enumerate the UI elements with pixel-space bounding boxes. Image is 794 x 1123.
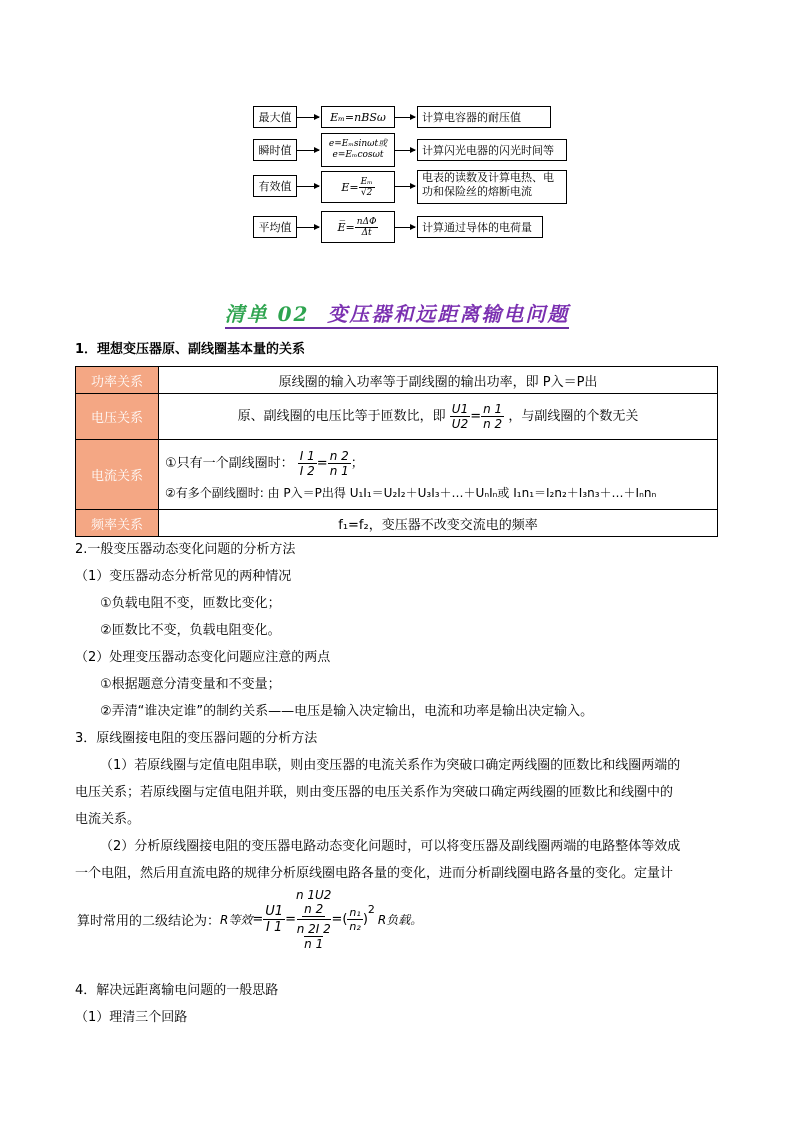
fraction-denominator: √2 (360, 187, 373, 198)
row-key: 电流关系 (76, 440, 159, 510)
ratio-fraction (263, 904, 285, 935)
row-key: 功率关系 (76, 367, 159, 394)
turns-fraction (328, 449, 351, 478)
current-line-1 (165, 449, 711, 478)
max-value-label: 最大值 (253, 106, 297, 128)
fraction-denominator: U2 (451, 417, 469, 431)
turns-ratio-fraction (347, 906, 362, 933)
section2-sub2-b: ②弄清“谁决定谁”的制约关系——电压是输入决定输出，电流和功率是输出决定输入。 (100, 704, 594, 719)
fraction-denominator: n 1 (329, 463, 349, 478)
arrow (297, 117, 319, 118)
fraction-part: n 1U2 (295, 888, 332, 902)
section2-sub1-b: ②匝数比不变，负载电阻变化。 (100, 623, 281, 638)
table-row (76, 394, 718, 440)
section2-sub2: （2）处理变压器动态变化问题应注意的两点 (75, 650, 331, 665)
average-value-formula (321, 211, 395, 243)
formula-tail: R负载。 (377, 913, 423, 927)
max-value-formula: Eₘ=nBSω (321, 106, 395, 128)
section3-p1-line2: 电压关系；若原线圈与定值电阻并联，则由变压器的电压关系作为突破口确定两线圈的匝数比和线圈中的 (75, 785, 674, 800)
section3-p2-line1: （2）分析原线圈接电阻的变压器电路动态变化问题时，可以将变压器及副线圈两端的电路整体等效成 (100, 839, 681, 854)
formula-line: e=Eₘsinωt或 (328, 139, 388, 149)
fraction-part: n 2I 2 (297, 919, 331, 936)
fraction-part: n 2 (304, 902, 324, 916)
equals-sign: =( (331, 912, 348, 927)
max-value-result: 计算电容器的耐压值 (417, 106, 551, 128)
row-value (159, 394, 718, 440)
arrow (395, 150, 415, 151)
formula-r-equivalent: R等效 (220, 913, 253, 927)
effective-value-formula (321, 171, 395, 203)
equals-sign: = (470, 409, 482, 424)
arrow (395, 227, 415, 228)
section3-heading: 3．原线圈接电阻的变压器问题的分析方法 (75, 731, 318, 746)
section2-sub1-a: ①负载电阻不变，匝数比变化； (100, 596, 281, 611)
section-title-text (225, 302, 570, 329)
fraction-denominator: I 2 (299, 463, 315, 478)
fraction-denominator: I 1 (266, 920, 283, 935)
formula-lhs: E= (341, 180, 359, 194)
title-text: 变压器和远距离输电问题 (327, 302, 569, 329)
instant-value-result: 计算闪光电器的闪光时间等 (417, 139, 567, 161)
row-value: f₁=f₂，变压器不改变交流电的频率 (159, 510, 718, 537)
arrow (297, 186, 319, 187)
table-row (76, 510, 718, 537)
relations-table (75, 366, 718, 537)
average-value-label: 平均值 (253, 216, 297, 238)
fraction-part: n 1 (304, 937, 324, 951)
value-text: ①只有一个副线圈时： (165, 455, 294, 471)
effective-value-result (417, 170, 567, 204)
section4-heading: 4．解决远距离输电问题的一般思路 (75, 983, 279, 998)
row-value (159, 440, 718, 510)
title-prefix: 清单 (225, 302, 269, 329)
fraction-numerator: I 1 (299, 448, 315, 463)
fraction-numerator: n 1 (483, 402, 503, 416)
formula-line: e=Eₘcosωt (332, 150, 384, 160)
close-paren: ) (362, 912, 368, 927)
instant-value-formula (321, 133, 395, 167)
equivalent-resistance-formula (77, 888, 422, 951)
instant-value-label: 瞬时值 (253, 139, 297, 161)
formula-prefix: 算时常用的二级结论为： (77, 914, 221, 929)
section3-p1-line1: （1）若原线圈与定值电阻串联，则由变压器的电流关系作为突破口确定两线圈的匝数比和线圈两端的 (100, 758, 681, 773)
result-line: 电表的读数及计算电热、电 (422, 171, 554, 184)
section4-sub1: （1）理清三个回路 (75, 1010, 188, 1025)
value-text: 原、副线圈的电压比等于匝数比，即 (237, 409, 446, 424)
fraction-denominator: n₂ (349, 920, 361, 933)
fraction-numerator: n 2 (329, 448, 349, 463)
equals-sign: = (252, 912, 264, 927)
average-value-result: 计算通过导体的电荷量 (417, 216, 543, 238)
formula-lhs: E̅= (337, 220, 355, 234)
fraction-numerator: U1 (265, 904, 284, 919)
arrow (395, 186, 415, 187)
section-title (0, 298, 794, 327)
table-row (76, 440, 718, 510)
exponent: 2 (367, 903, 375, 916)
value-flow-diagram (253, 103, 573, 243)
section1-heading: 1．理想变压器原、副线圈基本量的关系 (75, 342, 306, 357)
title-number: 02 (278, 302, 310, 329)
formula-fraction (359, 177, 375, 198)
equals-sign: = (285, 912, 296, 927)
turns-fraction (481, 402, 504, 431)
section2-heading: 2.一般变压器动态变化问题的分析方法 (75, 542, 296, 557)
compound-fraction (296, 888, 331, 951)
value-text: ，与副线圈的个数无关 (508, 409, 639, 424)
row-key: 频率关系 (76, 510, 159, 537)
effective-value-label: 有效值 (253, 175, 297, 197)
arrow (297, 150, 319, 151)
row-key: 电压关系 (76, 394, 159, 440)
fraction-denominator: Δt (361, 227, 372, 238)
current-line-2: ②有多个副线圈时: 由 P入＝P出得 U₁I₁＝U₂I₂＋U₃I₃＋…＋UₙIₙ或 I₁n₁＝I₂n₂＋I₃n₃＋…＋Iₙnₙ (165, 485, 657, 500)
value-text: ； (350, 455, 364, 471)
fraction-denominator: n 2 (483, 417, 503, 431)
formula-fraction (355, 217, 379, 238)
table-row (76, 367, 718, 394)
result-line: 功和保险丝的熔断电流 (422, 185, 532, 198)
voltage-fraction (450, 402, 470, 431)
section2-sub2-a: ①根据题意分清变量和不变量； (100, 677, 281, 692)
fraction-numerator: nΔΦ (356, 216, 377, 227)
fraction-numerator: Eₘ (360, 176, 373, 187)
section2-sub1: （1）变压器动态分析常见的两种情况 (75, 569, 292, 584)
arrow (395, 117, 415, 118)
arrow (297, 227, 319, 228)
fraction-numerator: U1 (451, 402, 469, 416)
row-value: 原线圈的输入功率等于副线圈的输出功率，即 P入＝P出 (159, 367, 718, 394)
equals-sign: = (316, 455, 328, 471)
current-fraction (298, 449, 317, 478)
fraction-numerator: n₁ (349, 906, 361, 919)
section3-p2-line2: 一个电阻，然后用直流电路的规律分析原线圈电路各量的变化，进而分析副线圈电路各量的变化。定量计 (75, 866, 674, 881)
section3-p1-line3: 电流关系。 (75, 812, 141, 827)
